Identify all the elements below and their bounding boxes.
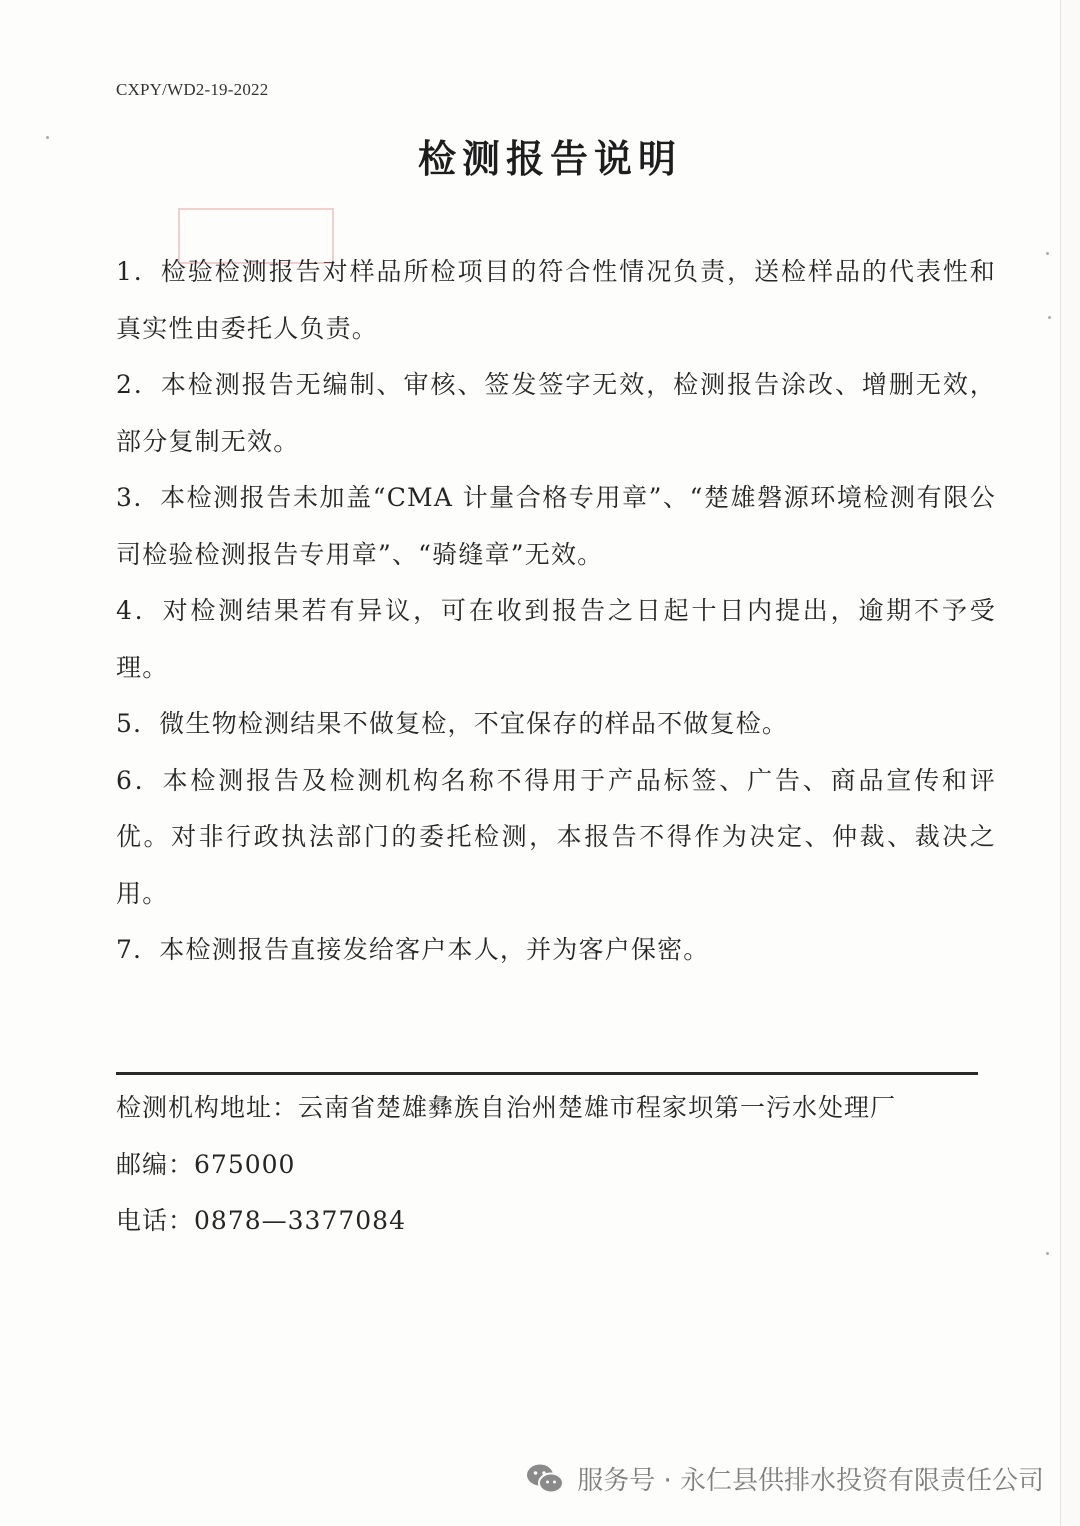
postcode-value: 675000	[194, 1149, 296, 1179]
address-label: 检测机构地址：	[116, 1093, 299, 1122]
note-item: 6．本检测报告及检测机构名称不得用于产品标签、广告、商品宣传和评优。对非行政执法部门的委托检测，本报告不得作为决定、仲裁、裁决之用。	[116, 765, 996, 908]
account-footer[interactable]	[525, 1460, 1044, 1497]
scan-speck	[1048, 316, 1051, 319]
note-item: 4．对检测结果若有异议，可在收到报告之日起十日内提出，逾期不予受理。	[116, 596, 996, 682]
postcode-label: 邮编：	[116, 1149, 195, 1179]
contact-block	[116, 1080, 1016, 1250]
note-item: 7．本检测报告直接发给客户本人，并为客户保密。	[116, 935, 710, 964]
note-item: 1．检验检测报告对样品所检项目的符合性情况负责，送检样品的代表性和真实性由委托人负责。	[116, 257, 996, 343]
postcode-row	[116, 1137, 1016, 1194]
address-row	[116, 1080, 1016, 1137]
scan-speck	[1046, 1252, 1049, 1255]
page-title: 检测报告说明	[417, 137, 682, 181]
scan-speck	[46, 136, 49, 139]
address-value: 云南省楚雄彝族自治州楚雄市程家坝第一污水处理厂	[298, 1093, 897, 1122]
notes-list	[116, 244, 996, 979]
scan-speck	[1046, 252, 1049, 255]
wechat-icon	[525, 1462, 565, 1496]
phone-value: 0878—3377084	[194, 1206, 406, 1235]
document-code: CXPY/WD2-19-2022	[116, 80, 269, 99]
note-item: 2．本检测报告无编制、审核、签发签字无效，检测报告涂改、增删无效，部分复制无效。	[116, 370, 996, 456]
footer-text: 服务号 · 永仁县供排水投资有限责任公司	[577, 1466, 1044, 1496]
divider	[116, 1072, 978, 1075]
note-item: 5．微生物检测结果不做复检，不宜保存的样品不做复检。	[116, 709, 789, 738]
note-item: 3．本检测报告未加盖“CMA 计量合格专用章”、“楚雄磐源环境检测有限公司检验检测报告专用章”、“骑缝章”无效。	[116, 483, 996, 569]
phone-row	[116, 1193, 1016, 1250]
phone-label: 电话：	[116, 1206, 195, 1235]
